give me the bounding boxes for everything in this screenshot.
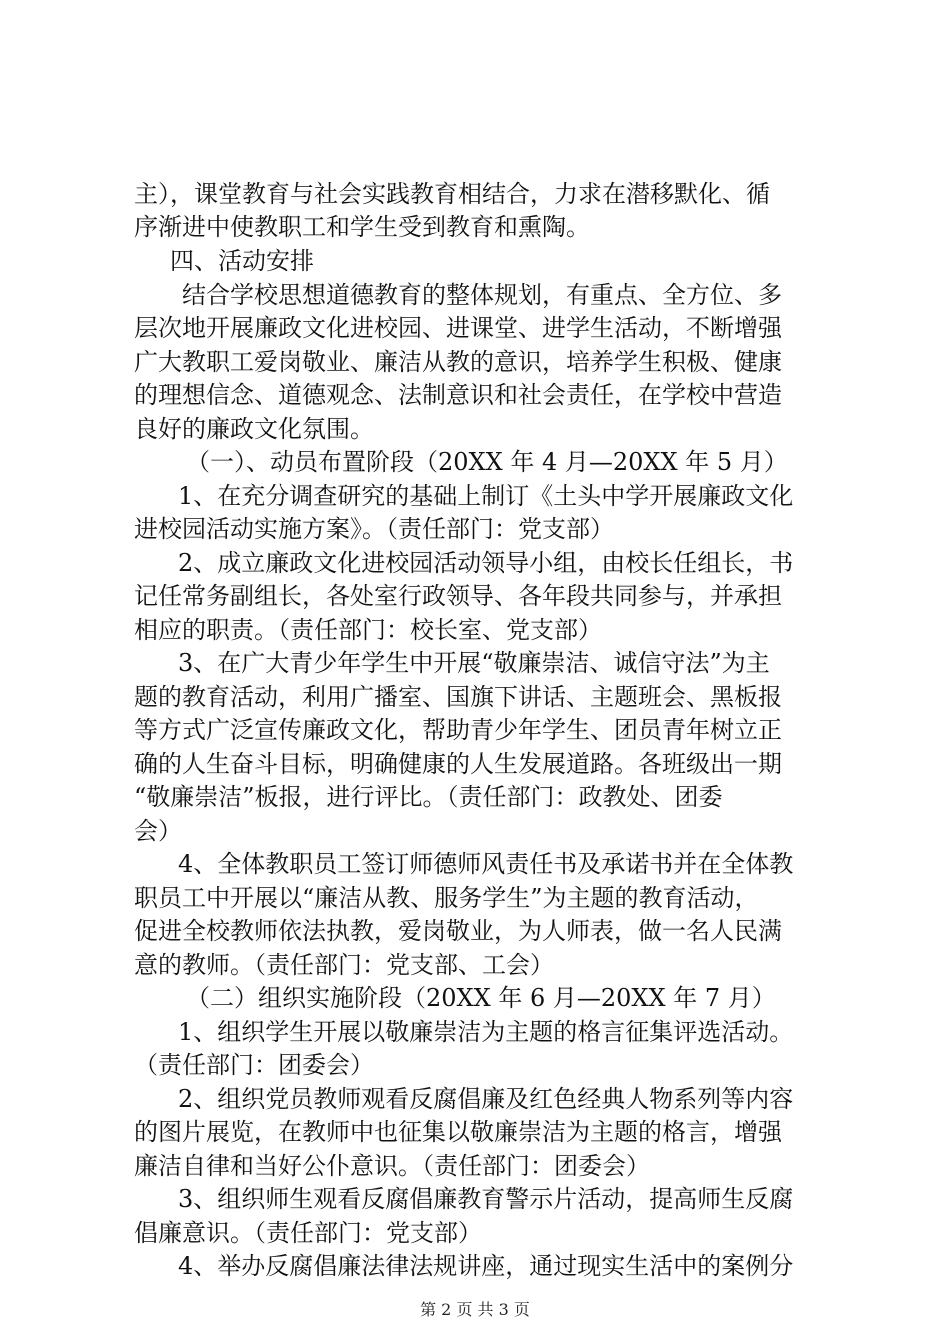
subsection-heading: （二）组织实施阶段（20XX 年 6 月—20XX 年 7 月） (186, 984, 776, 1012)
paragraph-line: 主），课堂教育与社会实践教育相结合，力求在潜移默化、循 (134, 180, 770, 208)
paragraph-line: 促进全校教师依法执教，爱岗敬业，为人师表，做一名人民满 (134, 917, 782, 945)
paragraph-line: 会） (134, 817, 182, 845)
paragraph-line: 确的人生奋斗目标，明确健康的人生发展道路。各班级出一期 (134, 750, 782, 778)
paragraph-line: 2、组织党员教师观看反腐倡廉及红色经典人物系列等内容 (178, 1085, 794, 1113)
paragraph-line: 意的教师。（责任部门：党支部、工会） (134, 951, 554, 979)
paragraph-line: 广大教职工爱岗敬业、廉洁从教的意识，培养学生积极、健康 (134, 348, 782, 376)
paragraph-line: 层次地开展廉政文化进校园、进课堂、进学生活动，不断增强 (134, 314, 782, 342)
section-heading: 四、活动安排 (170, 247, 314, 275)
paragraph-line: 4、全体教职员工签订师德师风责任书及承诺书并在全体教 (178, 850, 794, 878)
paragraph-line: 倡廉意识。（责任部门：党支部） (134, 1219, 482, 1247)
paragraph-line: 题的教育活动，利用广播室、国旗下讲话、主题班会、黑板报 (134, 683, 782, 711)
paragraph-line: “敬廉崇洁”板报，进行评比。（责任部门：政教处、团委 (134, 783, 723, 811)
paragraph-line: 进校园活动实施方案》。（责任部门：党支部） (134, 515, 614, 543)
paragraph-line: 结合学校思想道德教育的整体规划，有重点、全方位、多 (182, 281, 782, 309)
paragraph-line: 1、在充分调查研究的基础上制订《土头中学开展廉政文化 (178, 482, 794, 510)
paragraph-line: 记任常务副组长，各处室行政领导、各年段共同参与，并承担 (134, 582, 782, 610)
paragraph-line: 1、组织学生开展以敬廉崇洁为主题的格言征集评选活动。 (178, 1018, 794, 1046)
paragraph-line: 3、组织师生观看反腐倡廉教育警示片活动，提高师生反腐 (178, 1185, 794, 1213)
paragraph-line: 3、在广大青少年学生中开展“敬廉崇洁、诚信守法”为主 (178, 649, 770, 677)
paragraph-line: 序渐进中使教职工和学生受到教育和熏陶。 (134, 213, 590, 241)
paragraph-line: 的理想信念、道德观念、法制意识和社会责任，在学校中营造 (134, 381, 782, 409)
paragraph-line: （责任部门：团委会） (134, 1051, 374, 1079)
paragraph-line: 廉洁自律和当好公仆意识。（责任部门：团委会） (134, 1152, 650, 1180)
paragraph-line: 2、成立廉政文化进校园活动领导小组，由校长任组长，书 (178, 549, 794, 577)
paragraph-line: 相应的职责。（责任部门：校长室、党支部） (134, 616, 602, 644)
paragraph-line: 职员工中开展以“廉洁从教、服务学生”为主题的教育活动， (134, 884, 759, 912)
paragraph-line: 等方式广泛宣传廉政文化，帮助青少年学生、团员青年树立正 (134, 716, 782, 744)
paragraph-line: 良好的廉政文化氛围。 (134, 415, 374, 443)
subsection-heading: （一）、动员布置阶段（20XX 年 4 月—20XX 年 5 月） (186, 448, 788, 476)
paragraph-line: 4、举办反腐倡廉法律法规讲座，通过现实生活中的案例分 (178, 1252, 794, 1280)
paragraph-line: 的图片展览，在教师中也征集以敬廉崇洁为主题的格言，增强 (134, 1118, 782, 1146)
page-number: 第 2 页 共 3 页 (420, 1300, 530, 1319)
